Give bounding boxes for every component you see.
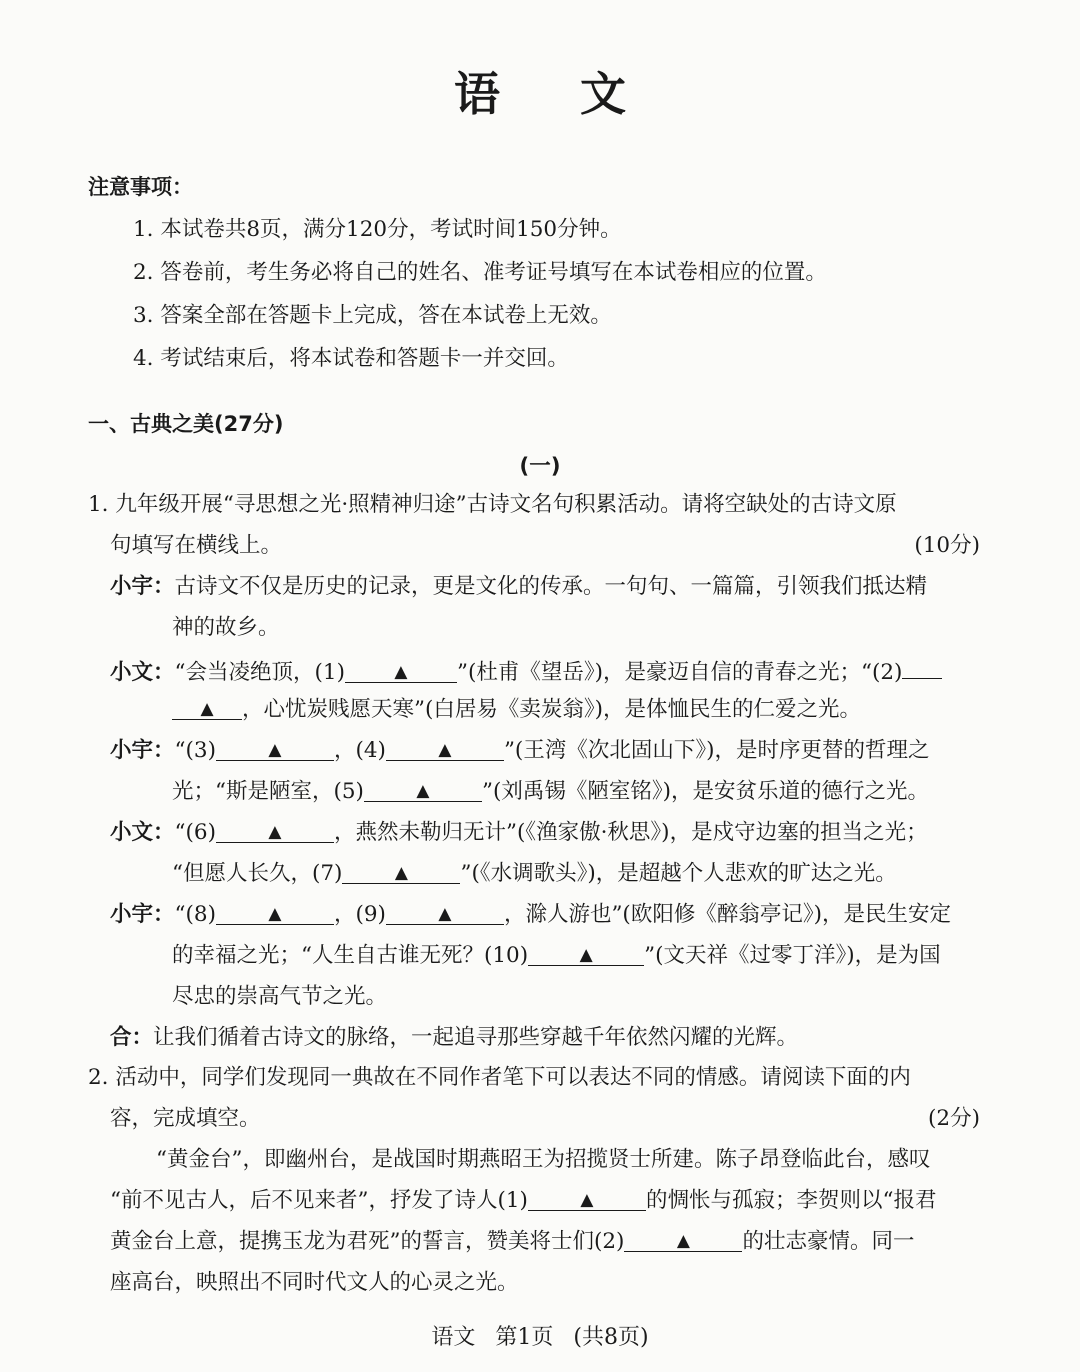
answer-blank-1[interactable]: ▲ — [345, 658, 457, 683]
section-heading: 一、古典之美(27分) — [88, 412, 284, 436]
dialogue-xiaowen-1: 小文：“会当凌绝顶，(1) ▲ ”(杜甫《望岳》)，是豪迈自信的青春之光；“(2) — [110, 654, 942, 688]
answer-blank-10[interactable]: ▲ — [528, 941, 644, 966]
dialogue-together: 合：让我们循着古诗文的脉络，一起追寻那些穿越千年依然闪耀的光辉。 — [110, 1025, 799, 1050]
notice-item: 3. 答案全部在答题卡上完成，答在本试卷上无效。 — [133, 303, 612, 328]
question-1-score: (10分) — [914, 533, 980, 558]
dialogue-xiaowen-1-cont: ▲ ，心忧炭贱愿天寒”(白居易《卖炭翁》)，是体恤民生的仁爱之光。 — [172, 695, 861, 725]
question-1-stem: 1. 九年级开展“寻思想之光·照精神归途”古诗文名句积累活动。请将空缺处的古诗文原 — [88, 492, 897, 517]
dialogue-xiaoyu-3-cont2: 尽忠的崇高气节之光。 — [172, 984, 388, 1009]
dialogue-xiaoyu-1-cont: 神的故乡。 — [172, 615, 280, 640]
page-footer: 语文 第1页 (共8页) — [431, 1325, 649, 1350]
question-2-stem: 2. 活动中，同学们发现同一典故在不同作者笔下可以表达不同的情感。请阅读下面的内 — [88, 1065, 911, 1090]
passage-line: “前不见古人，后不见来者”，抒发了诗人(1) ▲ 的惆怅与孤寂；李贺则以“报君 — [110, 1188, 937, 1213]
answer-blank-6[interactable]: ▲ — [216, 818, 334, 843]
passage-line: 黄金台上意，提携玉龙为君死”的誓言，赞美将士们(2) ▲ 的壮志豪情。同一 — [110, 1229, 915, 1254]
dialogue-xiaoyu-3-cont: 的幸福之光；“人生自古谁无死？(10) ▲ ”(文天祥《过零丁洋》)，是为国 — [172, 943, 941, 968]
notice-heading: 注意事项： — [88, 175, 193, 199]
dialogue-xiaoyu-3: 小宇：“(8) ▲ ，(9) ▲ ，滁人游也”(欧阳修《醉翁亭记》)，是民生安定 — [110, 902, 951, 927]
answer-blank-9[interactable]: ▲ — [386, 900, 504, 925]
question-2-score: (2分) — [928, 1106, 980, 1131]
answer-blank-2-cont[interactable]: ▲ — [172, 695, 242, 720]
passage-line: 座高台，映照出不同时代文人的心灵之光。 — [110, 1270, 519, 1295]
answer-blank-2[interactable] — [902, 654, 942, 679]
answer-blank-4[interactable]: ▲ — [386, 736, 504, 761]
dialogue-xiaoyu-2-cont: 光；“斯是陋室，(5) ▲ ”(刘禹锡《陋室铭》)，是安贫乐道的德行之光。 — [172, 779, 929, 804]
answer-blank-q2-2[interactable]: ▲ — [624, 1227, 742, 1252]
answer-blank-8[interactable]: ▲ — [216, 900, 334, 925]
answer-blank-3[interactable]: ▲ — [216, 736, 334, 761]
question-2-stem-cont: 容，完成填空。 — [110, 1106, 261, 1131]
dialogue-xiaoyu-2: 小宇：“(3) ▲ ，(4) ▲ ”(王湾《次北固山下》)，是时序更替的哲理之 — [110, 738, 930, 763]
notice-item: 1. 本试卷共8页，满分120分，考试时间150分钟。 — [133, 217, 622, 242]
answer-blank-7[interactable]: ▲ — [342, 859, 460, 884]
dialogue-xiaoyu-1: 小宇：古诗文不仅是历史的记录，更是文化的传承。一句句、一篇篇，引领我们抵达精 — [110, 574, 928, 599]
question-1-stem-cont: 句填写在横线上。 — [110, 533, 283, 558]
answer-blank-5[interactable]: ▲ — [364, 777, 482, 802]
notice-item: 4. 考试结束后，将本试卷和答题卡一并交回。 — [133, 346, 569, 371]
answer-blank-q2-1[interactable]: ▲ — [528, 1186, 646, 1211]
dialogue-xiaowen-2-cont: “但愿人长久，(7) ▲ ”(《水调歌头》)，是超越个人悲欢的旷达之光。 — [172, 861, 897, 886]
notice-item: 2. 答卷前，考生务必将自己的姓名、准考证号填写在本试卷相应的位置。 — [133, 260, 827, 285]
page-title: 语 文 — [454, 67, 626, 121]
dialogue-xiaowen-2: 小文：“(6) ▲ ，燕然未勒归无计”(《渔家傲·秋思》)，是戍守边塞的担当之光； — [110, 820, 928, 845]
passage-line: “黄金台”，即幽州台，是战国时期燕昭王为招揽贤士所建。陈子昂登临此台，感叹 — [156, 1147, 931, 1172]
subsection-heading: (一) — [519, 454, 561, 479]
